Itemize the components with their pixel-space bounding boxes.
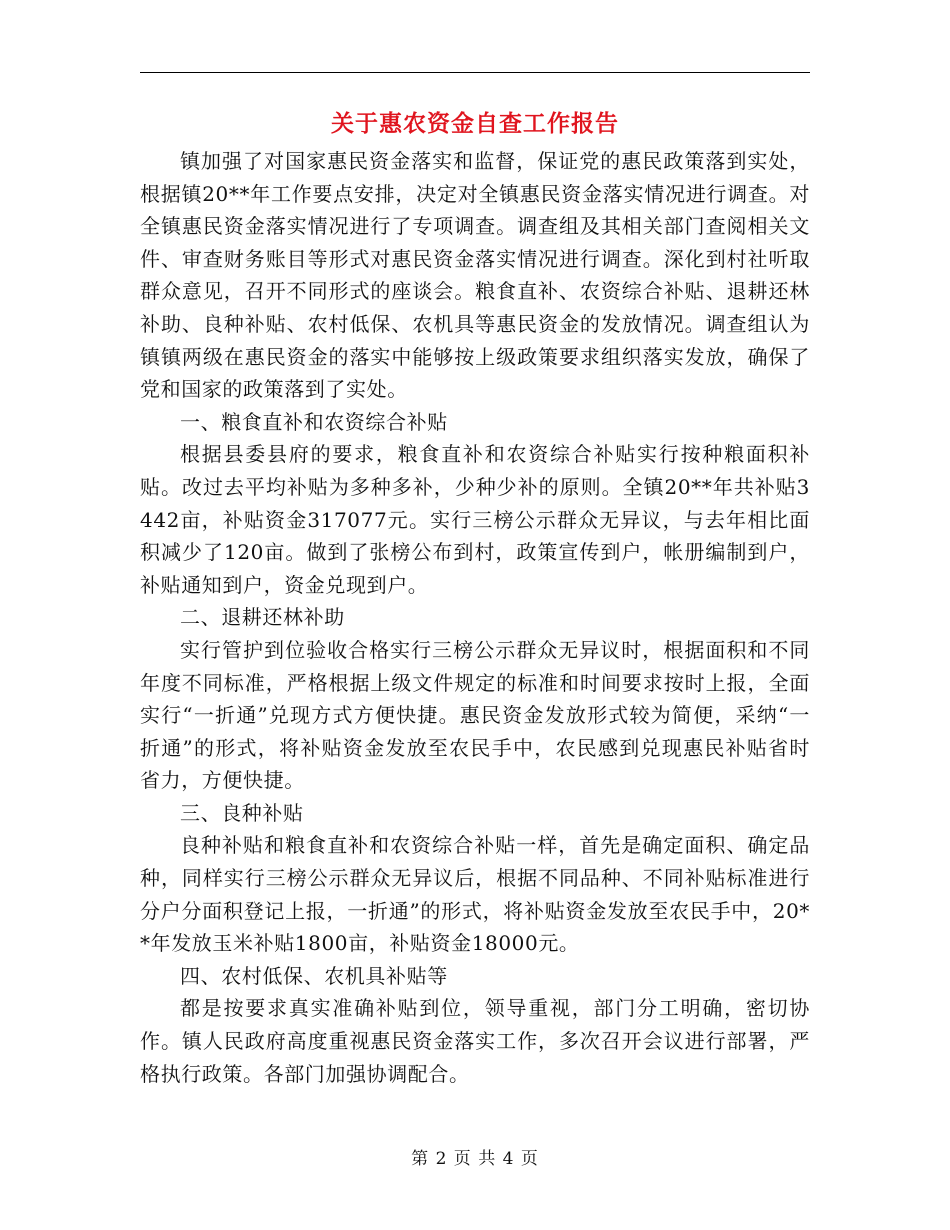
reforestation-paragraph: 实行管护到位验收合格实行三榜公示群众无异议时，根据面积和不同年度不同标准，严格根据上级文件规定的标准和时间要求按时上报，全面实行“一折通”兑现方式方便快捷。惠民资金发放形式较为简便，采纳“一折通”的形式，将补贴资金发放至农民手中，农民感到兑现惠民补贴省时省力，方便快捷。 [140, 637, 810, 793]
seed-subsidy-paragraph: 良种补贴和粮食直补和农资综合补贴一样，首先是确定面积、确定品种，同样实行三榜公示群众无异议后，根据不同品种、不同补贴标准进行分户分面积登记上报，一折通”的形式，将补贴资金发放至农民手中，20**年发放玉米补贴1800亩，补贴资金18000元。 [140, 833, 810, 956]
document-title: 关于惠农资金自查工作报告 [331, 110, 619, 137]
page-number: 第 2 页 共 4 页 [411, 1149, 539, 1169]
header-rule [140, 72, 810, 73]
document-body [140, 145, 810, 1090]
rural-security-paragraph: 都是按要求真实准确补贴到位，领导重视，部门分工明确，密切协作。镇人民政府高度重视惠民资金落实工作，多次召开会议进行部署，严格执行政策。各部门加强协调配合。 [140, 996, 810, 1086]
section-heading-grain-subsidy: 一、粮食直补和农资综合补贴 [180, 409, 448, 434]
section-heading-seed-subsidy: 三、良种补贴 [180, 800, 304, 825]
section-heading-rural-security: 四、农村低保、农机具补贴等 [180, 963, 448, 988]
section-heading-reforestation: 二、退耕还林补助 [180, 605, 345, 630]
intro-paragraph: 镇加强了对国家惠民资金落实和监督，保证党的惠民政策落到实处，根据镇20**年工作要点安排，决定对全镇惠民资金落实情况进行调查。对全镇惠民资金落实情况进行了专项调查。调查组及其相关部门查阅相关文件、审查财务账目等形式对惠民资金落实情况进行调查。深化到村社听取群众意见，召开不同形式的座谈会。粮食直补、农资综合补贴、退耕还林补助、良种补贴、农村低保、农机具等惠民资金的发放情况。调查组认为镇镇两级在惠民资金的落实中能够按上级政策要求组织落实发放，确保了党和国家的政策落到了实处。 [140, 149, 810, 402]
grain-subsidy-paragraph: 根据县委县府的要求，粮食直补和农资综合补贴实行按种粮面积补贴。改过去平均补贴为多种多补，少种少补的原则。全镇20**年共补贴3442亩，补贴资金317077元。实行三榜公示群众无异议，与去年相比面积减少了120亩。做到了张榜公布到村，政策宣传到户，帐册编制到户，补贴通知到户，资金兑现到户。 [140, 442, 810, 597]
